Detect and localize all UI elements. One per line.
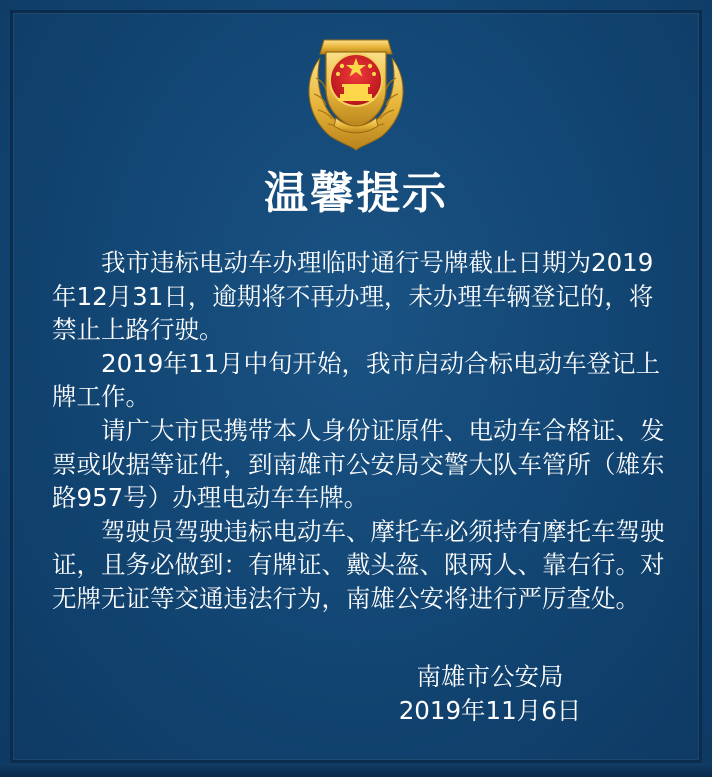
notice-paragraph: 请广大市民携带本人身份证原件、电动车合格证、发票或收据等证件，到南雄市公安局交警大队车管所（雄东路957号）办理电动车车牌。 [52,415,665,513]
police-emblem-graphic [286,18,426,158]
bottom-strip [0,763,712,777]
notice-paragraph: 驾驶员驾驶违标电动车、摩托车必须持有摩托车驾驶证，且务必做到：有牌证、戴头盔、限两人、靠右行。对无牌无证等交通违法行为，南雄公安将进行严厉查处。 [52,516,665,613]
notice-paragraph: 我市违标电动车办理临时通行号牌截止日期为2019年12月31日，逾期将不再办理，未办理车辆登记的，将禁止上路行驶。 [52,248,654,345]
notice-signature [380,660,600,728]
notice-paragraph: 2019年11月中旬开始，我市启动合标电动车登记上牌工作。 [52,348,661,412]
issue-date: 2019年11月6日 [398,696,582,725]
notice-body [52,246,668,616]
issuer-name: 南雄市公安局 [416,662,564,691]
notice-title: 温馨提示 [264,168,448,219]
police-emblem-icon [286,18,426,158]
